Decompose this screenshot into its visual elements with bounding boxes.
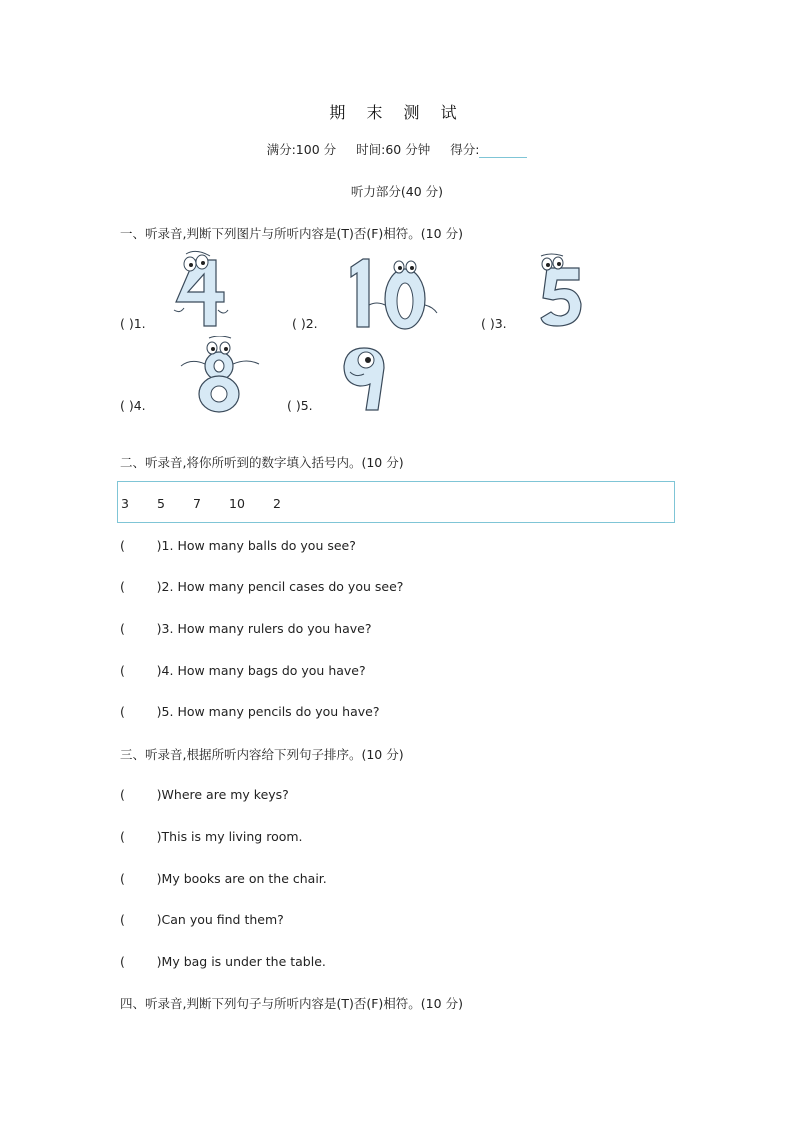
cartoon-number-8-icon [175,336,263,416]
section1-heading: 一、听录音,判断下列图片与所听内容是(T)否(F)相符。(10 分) [120,226,463,241]
word-option: 2 [273,496,281,511]
cartoon-number-9-icon [340,344,390,414]
cartoon-number-4-icon [170,250,230,332]
question-1[interactable]: ( )1. How many balls do you see? [120,538,356,553]
question-5[interactable]: ( )5. How many pencils do you have? [120,704,380,719]
section4-heading: 四、听录音,判断下列句子与所听内容是(T)否(F)相符。(10 分) [120,996,463,1011]
cartoon-number-5-icon [533,252,588,332]
score-label: 得分: [450,142,480,157]
item5-label[interactable]: ( )5. [287,398,313,413]
question-3[interactable]: ( )3. How many rulers do you have? [120,621,372,636]
page-title: 期 末 测 试 [329,103,465,122]
question-2[interactable]: ( )2. How many pencil cases do you see? [120,579,404,594]
section2-heading: 二、听录音,将你所听到的数字填入括号内。(10 分) [120,455,404,470]
word-option: 10 [229,496,245,511]
sentence-3[interactable]: ( )My books are on the chair. [120,871,327,886]
sentence-4[interactable]: ( )Can you find them? [120,912,284,927]
sentence-5[interactable]: ( )My bag is under the table. [120,954,326,969]
time-limit: 时间:60 分钟 [356,142,431,157]
part-heading: 听力部分(40 分) [350,184,444,199]
word-option: 3 [121,496,129,511]
item4-label[interactable]: ( )4. [120,398,146,413]
score-field[interactable] [450,142,527,157]
full-score: 满分:100 分 [266,142,337,157]
question-4[interactable]: ( )4. How many bags do you have? [120,663,366,678]
word-option: 7 [193,496,201,511]
word-option: 5 [157,496,165,511]
sentence-2[interactable]: ( )This is my living room. [120,829,303,844]
item3-label[interactable]: ( )3. [481,316,507,331]
exam-meta [0,140,794,158]
score-blank[interactable] [479,143,527,158]
cartoon-number-10-icon [345,255,440,333]
sentence-1[interactable]: ( )Where are my keys? [120,787,289,802]
section3-heading: 三、听录音,根据所听内容给下列句子排序。(10 分) [120,747,404,762]
word-box [117,481,675,523]
item2-label[interactable]: ( )2. [292,316,318,331]
item1-label[interactable]: ( )1. [120,316,146,331]
